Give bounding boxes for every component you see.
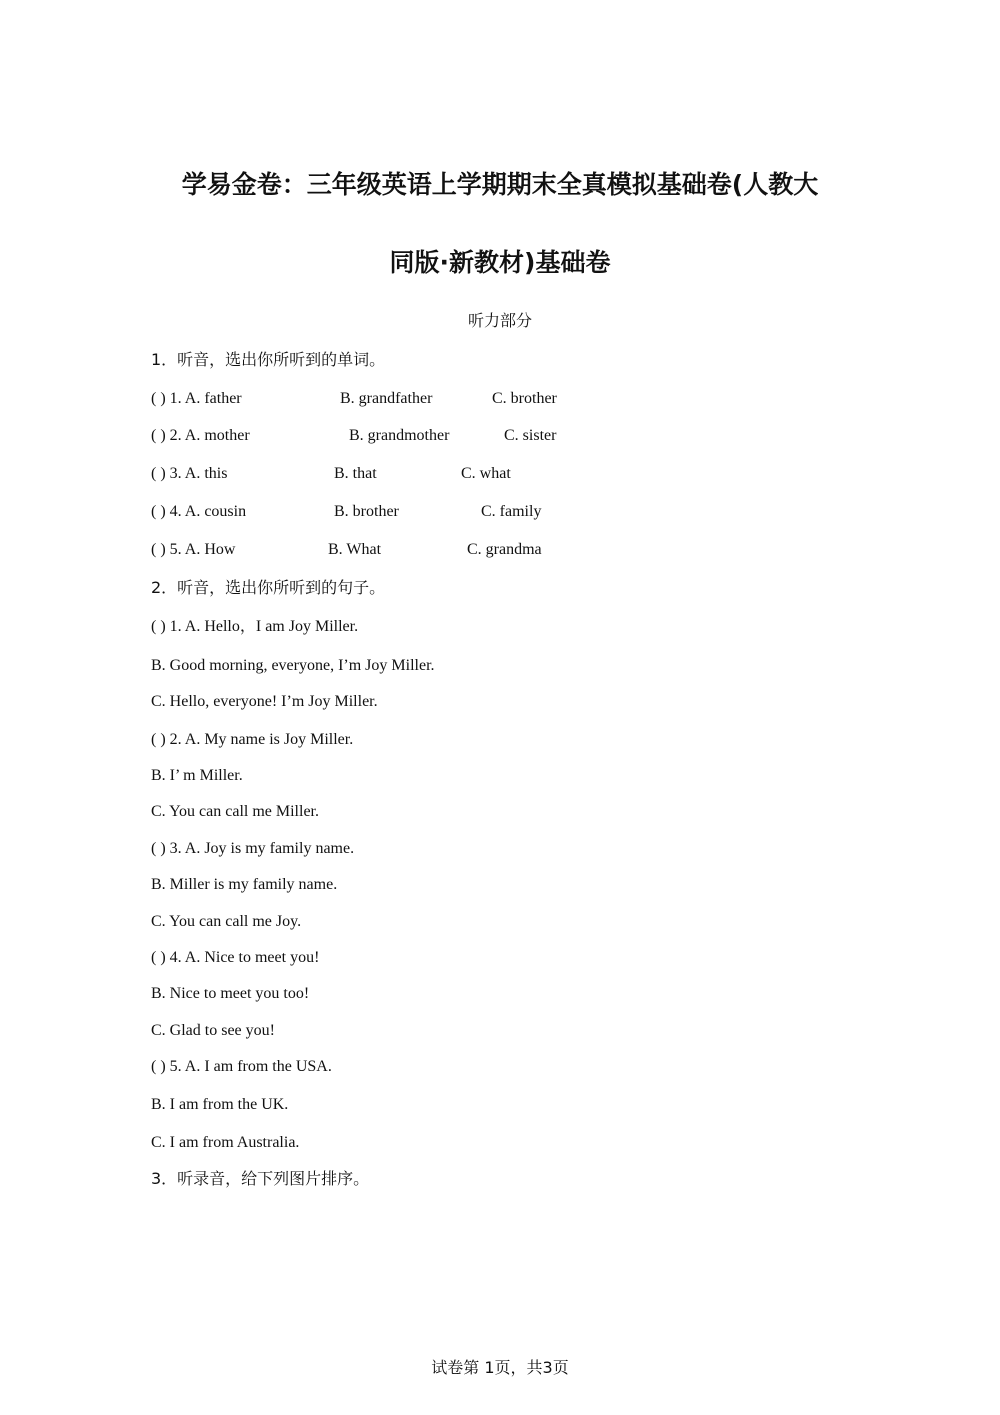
q2-line-7: ( ) 3. A. Joy is my family name. [151, 840, 355, 857]
q1-item-4-option-b: B. brother [334, 503, 399, 520]
q1-item-3-option-b: B. that [334, 465, 377, 482]
q2-line-12: C. Glad to see you! [151, 1022, 275, 1039]
q1-item-1-option-a: ( ) 1. A. father [151, 390, 242, 407]
q2-line-8: B. Miller is my family name. [151, 876, 338, 893]
section-heading: 听力部分 [467, 311, 532, 330]
q2-line-6: C. You can call me Miller. [151, 803, 319, 820]
q2-line-13: ( ) 5. A. I am from the USA. [151, 1058, 332, 1075]
question-1-heading: 1．听音，选出你所听到的单词。 [151, 350, 386, 369]
q2-line-3: C. Hello, everyone! I’m Joy Miller. [151, 693, 378, 710]
q2-line-10: ( ) 4. A. Nice to meet you! [151, 949, 320, 966]
question-2-heading: 2．听音，选出你所听到的句子。 [151, 578, 386, 597]
q1-item-4-option-a: ( ) 4. A. cousin [151, 503, 247, 520]
q1-item-4-option-c: C. family [481, 503, 542, 520]
q2-line-4: ( ) 2. A. My name is Joy Miller. [151, 731, 354, 748]
page-footer: 试卷第 1页，共3页 [431, 1358, 569, 1377]
q1-item-5-option-c: C. grandma [467, 541, 542, 558]
document-title-line-1: 学易金卷：三年级英语上学期期末全真模拟基础卷(人教大 [181, 170, 819, 199]
document-title-line-2: 同版·新教材)基础卷 [389, 248, 611, 277]
q2-line-1: ( ) 1. A. Hello，I am Joy Miller. [151, 618, 359, 635]
q2-line-11: B. Nice to meet you too! [151, 985, 310, 1002]
q2-line-14: B. I am from the UK. [151, 1096, 289, 1113]
q2-line-9: C. You can call me Joy. [151, 913, 302, 930]
q2-line-15: C. I am from Australia. [151, 1134, 300, 1151]
question-3-heading: 3．听录音，给下列图片排序。 [151, 1169, 370, 1188]
q1-item-3-option-a: ( ) 3. A. this [151, 465, 228, 482]
q1-item-5-option-b: B. What [328, 541, 382, 558]
q2-line-5: B. I’ m Miller. [151, 767, 243, 784]
q1-item-2-option-b: B. grandmother [349, 427, 450, 444]
q1-item-1-option-c: C. brother [492, 390, 557, 407]
q1-item-1-option-b: B. grandfather [340, 390, 433, 407]
q1-item-2-option-c: C. sister [504, 427, 557, 444]
q1-item-2-option-a: ( ) 2. A. mother [151, 427, 250, 444]
q1-item-5-option-a: ( ) 5. A. How [151, 541, 236, 558]
q2-line-2: B. Good morning, everyone, I’m Joy Miller. [151, 657, 435, 674]
q1-item-3-option-c: C. what [461, 465, 511, 482]
